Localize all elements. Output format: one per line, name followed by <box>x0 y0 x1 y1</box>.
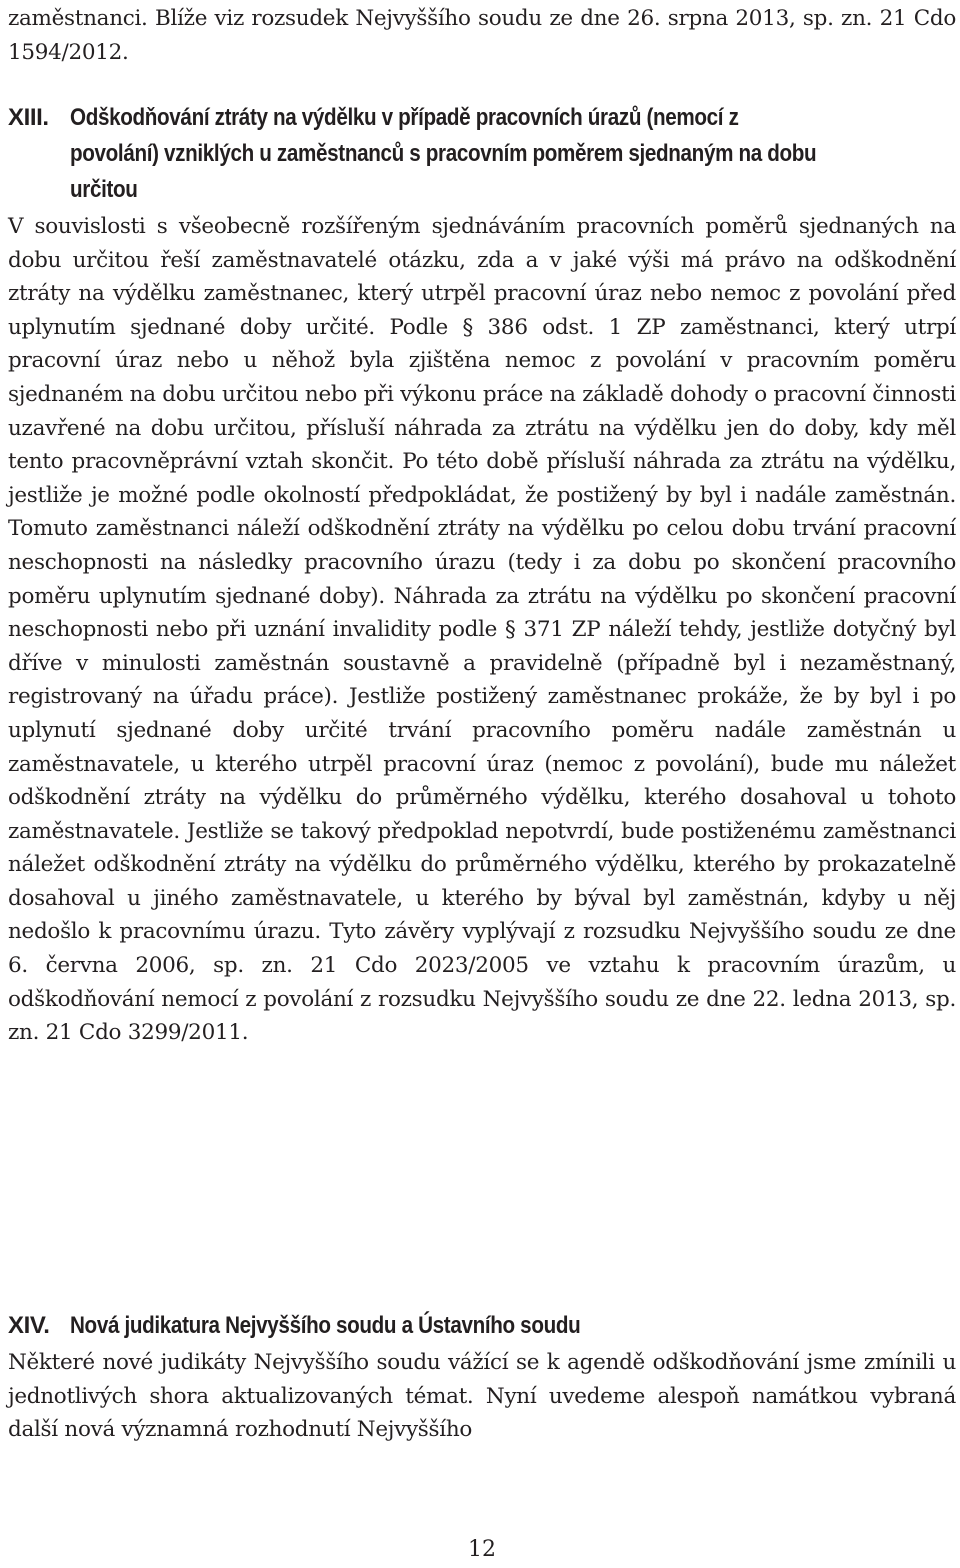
section-number: XIV. <box>8 1312 50 1339</box>
document-page <box>8 0 956 1568</box>
section-number: XIII. <box>8 104 49 131</box>
section-xiii <box>8 100 956 1050</box>
section-title: Nová judikatura Nejvyššího soudu a Ústavního soudu <box>70 1312 581 1339</box>
page-number: 12 <box>468 1537 496 1562</box>
section-heading <box>8 100 956 208</box>
section-paragraph: Některé nové judikáty Nejvyššího soudu vážící se k agendě odškodňování jsme zmínili u jednotlivých shora aktualizovaných témat. Nyní uvedeme alespoň namátkou vybraná další nová významná rozhodnutí Nejvyššího <box>8 1350 956 1443</box>
section-paragraph: V souvislosti s všeobecně rozšířeným sjednáváním pracovních poměrů sjednaných na dobu určitou řeší zaměstnavatelé otázku, zda a v jaké výši má právo na odškodnění ztráty na výdělku zaměstnanec, který utrpěl pracovní úraz nebo nemoc z povolání před uplynutím sjednané doby určité. Podle § 386 odst. 1 ZP zaměstnanci, který utrpí pracovní úraz nebo u něhož byla zjištěna nemoc z povolání v pracovním poměru sjednaném na dobu určitou nebo při výkonu práce na základě dohody o pracovní činnosti uzavřené na dobu určitou, přísluší náhrada za ztrátu na výdělku jen do doby, kdy měl tento pracovněprávní vztah skončit. Po této době přísluší náhrada za ztrátu na výdělku, jestliže je možné podle okolností předpokládat, že postižený by byl i nadále zaměstnán. Tomuto zaměstnanci náleží odškodnění ztráty na výdělku po celou dobu trvání pracovní neschopnosti na následky pracovního úrazu (tedy i za dobu po skončení pracovního poměru uplynutím sjednané doby). Náhrada za ztrátu na výdělku po skončení pracovní neschopnosti nebo při uznání invalidity podle § 371 ZP náleží tehdy, jestliže dotyčný byl dříve v minulosti zaměstnán soustavně a pravidelně (případně byl i nezaměstnaný, registrovaný na úřadu práce). Jestliže postižený zaměstnanec prokáže, že by byl i po uplynutí sjednané doby určité trvání pracovního poměru nadále zaměstnán u zaměstnavatele, u kterého utrpěl pracovní úraz (nemoc z povolání), bude mu náležet odškodnění ztráty na výdělku do průměrného výdělku, kterého dosahoval u tohoto zaměstnavatele. Jestliže se takový předpoklad nepotvrdí, bude postiženému zaměstnanci náležet odškodnění ztráty na výdělku do průměrného výdělku, kterého by prokazatelně dosahoval u jiného zaměstnavatele, u kterého by býval byl zaměstnán, kdyby u něj nedošlo k pracovnímu úrazu. Tyto závěry vyplývají z rozsudku Nejvyššího soudu ze dne 6. června 2006, sp. zn. 21 Cdo 2023/2005 ve vztahu k pracovním úrazům, u odškodňování nemocí z povolání z rozsudku Nejvyššího soudu ze dne 22. ledna 2013, sp. zn. 21 Cdo 3299/2011. <box>8 214 956 1046</box>
section-xiv <box>8 1308 956 1447</box>
intro-paragraph: zaměstnanci. Blíže viz rozsudek Nejvyššího soudu ze dne 26. srpna 2013, sp. zn. 21 Cdo 1594/2012. <box>8 6 956 65</box>
section-heading <box>8 1308 956 1344</box>
section-title: Odškodňování ztráty na výdělku v případě pracovních úrazů (nemocí z povolání) vzniklých u zaměstnanců s pracovním poměrem sjednaným na dobu určitou <box>70 104 817 203</box>
